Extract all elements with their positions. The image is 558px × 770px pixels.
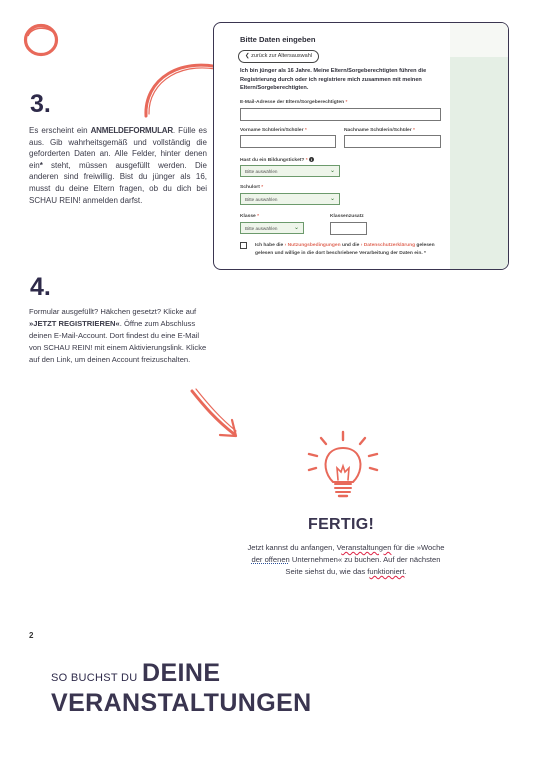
- decorative-circle: [22, 22, 60, 58]
- firstname-label: Vorname Schülerin/Schüler *: [240, 128, 307, 133]
- heading-small: SO BUCHST DU: [51, 672, 138, 684]
- class-suffix-input[interactable]: [330, 222, 367, 235]
- form-intro: Ich bin jünger als 16 Jahre. Meine Eltern/Sorgeberechtigten führen die Registrierung durch oder ich registriere mich zusammen mit meinen Eltern/Sorgeberechtigten.: [240, 68, 427, 91]
- consent-checkbox[interactable]: [240, 242, 247, 249]
- lightbulb-icon: [303, 430, 383, 506]
- firstname-input[interactable]: [240, 135, 336, 148]
- school-label: Schulort *: [240, 185, 264, 190]
- class-select[interactable]: Bitte auswählen ⌄: [240, 222, 304, 234]
- step-4-number: 4.: [30, 273, 51, 301]
- step-3-number: 3.: [30, 90, 51, 118]
- class-suffix-label: Klassenzusatz: [330, 214, 364, 219]
- class-label: Klasse *: [240, 214, 260, 219]
- chevron-down-icon: ⌄: [329, 196, 335, 202]
- heading-big-2: VERANSTALTUNGEN: [51, 689, 312, 717]
- lastname-label: Nachname Schülerin/Schüler *: [344, 128, 415, 133]
- ticket-label: Hast du ein Bildungsticket? * i: [240, 157, 313, 163]
- step-4-text: Formular ausgefüllt? Häkchen gesetzt? Klicke auf »JETZT REGISTRIEREN«. Öffne zum Abschluss deinen E-Mail-Account. Dort findest du eine E-Mail von SCHAU REIN! mit einem Aktivierungslink. Klicke auf den Link, um deinen Account freizuschalten.: [29, 307, 207, 364]
- info-icon: i: [310, 157, 313, 162]
- page-number: 2: [29, 631, 34, 640]
- consent-text: Ich habe die › Nutzungsbedingungen und die › Datenschutzerklärung gelesen gelesen und willige in die dort beschriebene Verarbeitung der Daten ein. *: [255, 243, 435, 257]
- chevron-left-icon: ❮: [245, 53, 252, 59]
- section-heading: [51, 658, 431, 718]
- chevron-down-icon: ⌄: [293, 225, 299, 231]
- ticket-select[interactable]: Bitte auswählen ⌄: [240, 165, 340, 177]
- step-3-text: Es erscheint ein ANMELDEFORMULAR. Fülle es aus. Gib wahrheitsgemäß und vollständig die geforderten Daten an. Alle Felder, hinter denen ein* steht, müssen ausgefüllt werden. Die anderen sind freiwillig. Bist du jünger als 16, musst du deine Eltern fragen, ob du dich bei SCHAU REIN! anmelden darfst.: [29, 126, 207, 205]
- school-select[interactable]: Bitte auswählen ⌄: [240, 193, 340, 205]
- finished-text: Jetzt kannst du anfangen, Veranstaltungen für die »Woche der offenen Unternehmen« zu buchen. Auf der nächsten Seite siehst du, wie das funktioniert.: [247, 543, 445, 576]
- registration-form-screenshot: [213, 22, 509, 270]
- privacy-link[interactable]: › Datenschutzerklärung: [360, 243, 416, 248]
- arrow-to-bulb: [186, 386, 246, 444]
- back-button[interactable]: ❮ zurück zur Altersauswahl: [238, 50, 319, 63]
- finished-title: FERTIG!: [308, 516, 375, 533]
- form-side-panel: [450, 23, 509, 270]
- email-label: E-Mail-Adresse der Eltern/Sorgeberechtigten *: [240, 100, 348, 105]
- registration-form: [232, 23, 450, 270]
- form-title: Bitte Daten eingeben: [240, 35, 316, 44]
- heading-big-1: DEINE: [141, 659, 221, 687]
- chevron-down-icon: ⌄: [329, 168, 335, 174]
- lastname-input[interactable]: [344, 135, 441, 148]
- email-input[interactable]: [240, 108, 441, 121]
- terms-link[interactable]: › Nutzungsbedingungen: [284, 243, 341, 248]
